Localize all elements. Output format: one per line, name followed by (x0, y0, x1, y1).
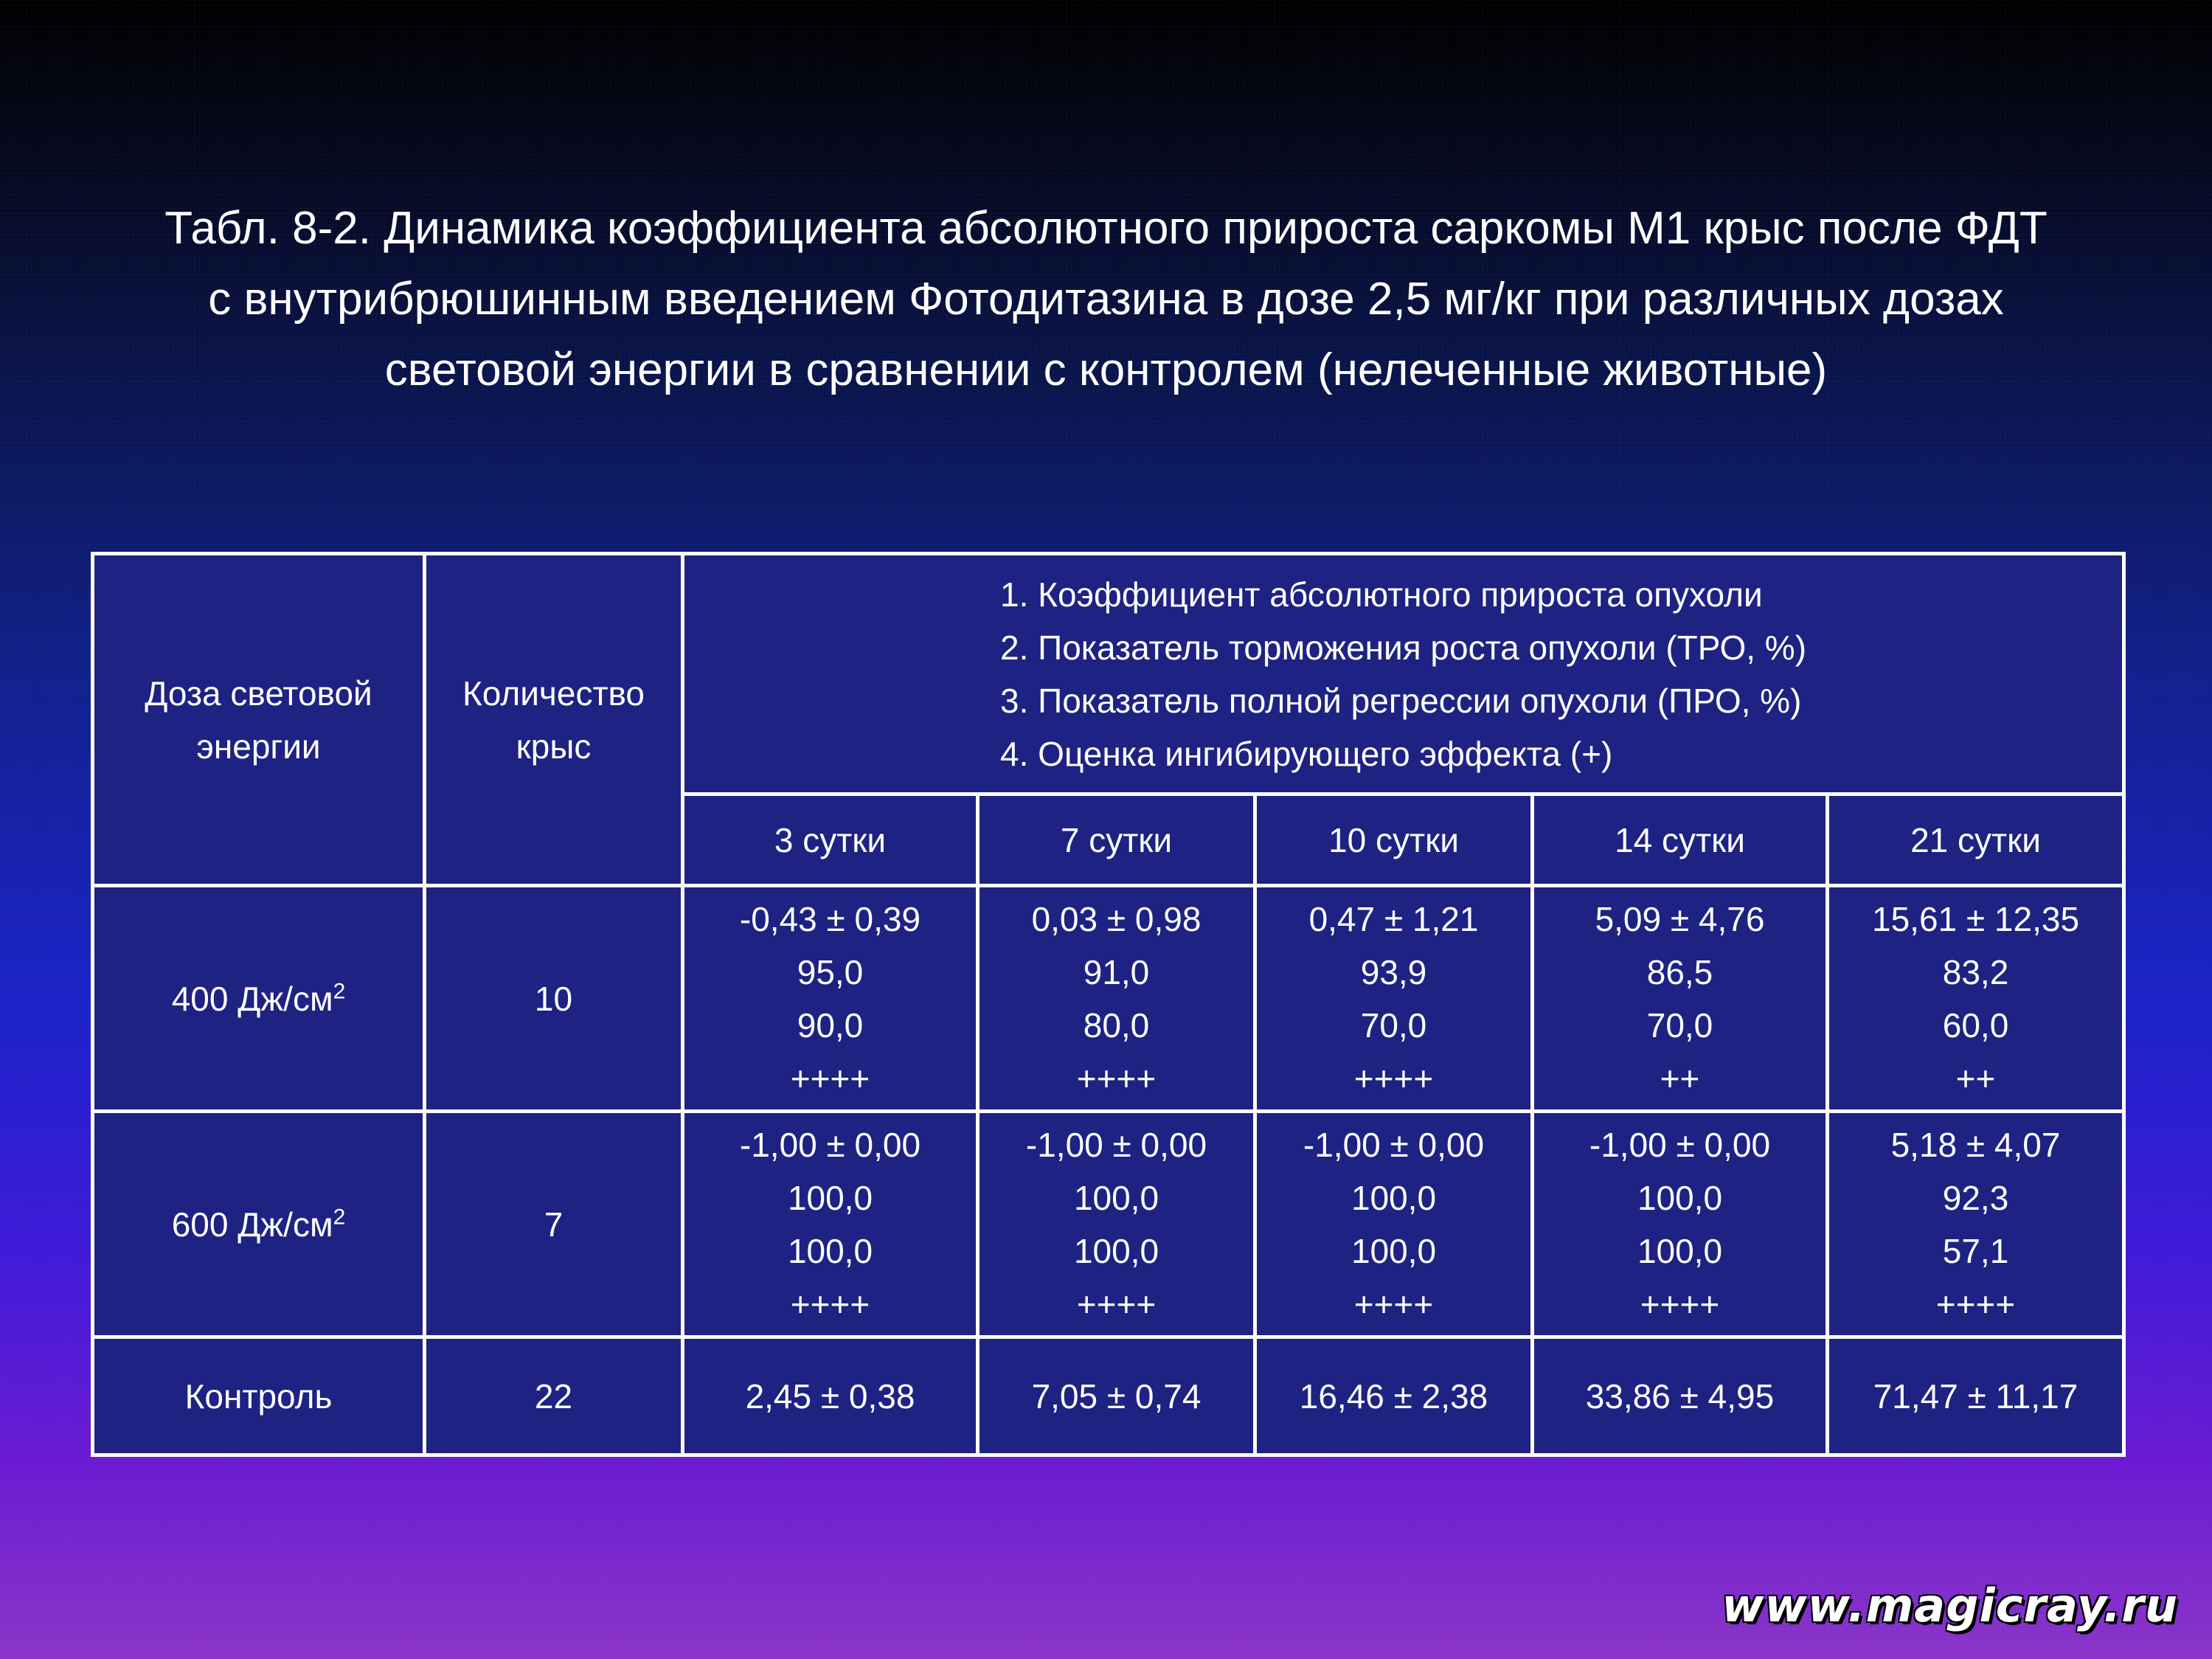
effect-rating: ++++ (1076, 1284, 1157, 1323)
indicator-1: 1. Коэффициент абсолютного прироста опухоли (1000, 575, 1763, 614)
coefficient-value: -1,00 ± 0,00 (739, 1125, 921, 1164)
day-header-10: 10 сутки (1255, 794, 1533, 886)
control-value-cell: 7,05 ± 0,74 (978, 1337, 1255, 1455)
effect-rating: ++++ (1353, 1059, 1434, 1098)
tro-value: 100,0 (787, 1178, 873, 1217)
value-cell (683, 1112, 978, 1337)
count-cell: 10 (425, 886, 683, 1112)
table-row (93, 1112, 2124, 1337)
day-header-7: 7 сутки (978, 794, 1255, 886)
control-value-cell: 71,47 ± 11,17 (1828, 1337, 2124, 1455)
effect-rating: ++ (1955, 1059, 1996, 1098)
pro-value: 70,0 (1360, 1005, 1427, 1045)
control-label-cell: Контроль (93, 1337, 425, 1455)
count-header-line-2: крыс (516, 727, 592, 766)
indicator-3: 3. Показатель полной регрессии опухоли (ПРО, %) (1000, 681, 1802, 720)
dose-header-cell (93, 554, 425, 886)
pro-value: 60,0 (1942, 1005, 2009, 1045)
indicators-list (1000, 568, 1806, 780)
coefficient-value: -1,00 ± 0,00 (1589, 1125, 1771, 1164)
tro-value: 92,3 (1942, 1178, 2009, 1217)
coefficient-value: 5,18 ± 4,07 (1890, 1125, 2061, 1164)
day-header-14: 14 сутки (1533, 794, 1828, 886)
pro-value: 100,0 (1351, 1231, 1437, 1270)
pro-value: 100,0 (1637, 1231, 1723, 1270)
dose-header-line-1: Доза световой (145, 673, 372, 713)
value-cell (1828, 1112, 2124, 1337)
coefficient-value: 0,47 ± 1,21 (1308, 899, 1479, 938)
tro-value: 100,0 (1073, 1178, 1159, 1217)
dose-superscript: 2 (333, 1205, 346, 1230)
dose-header-line-2: энергии (196, 727, 321, 766)
title-line-1: Табл. 8-2. Динамика коэффициента абсолютного прироста саркомы М1 крыс после ФДТ (164, 203, 2048, 254)
coefficient-value: 0,03 ± 0,98 (1031, 899, 1202, 938)
tro-value: 100,0 (1637, 1178, 1723, 1217)
tro-value: 86,5 (1646, 952, 1713, 991)
tro-value: 93,9 (1360, 952, 1427, 991)
value-cell (1255, 1112, 1533, 1337)
day-header-21: 21 сутки (1828, 794, 2124, 886)
day-header-3: 3 сутки (683, 794, 978, 886)
value-cell (1828, 886, 2124, 1112)
coefficient-value: -1,00 ± 0,00 (1303, 1125, 1485, 1164)
count-header-line-1: Количество (462, 673, 645, 713)
header-row (93, 554, 2124, 794)
value-cell (978, 1112, 1255, 1337)
pro-value: 80,0 (1083, 1005, 1150, 1045)
value-cell (1533, 1112, 1828, 1337)
slide-title (44, 193, 2168, 406)
dose-cell (93, 886, 425, 1112)
tro-value: 83,2 (1942, 952, 2009, 991)
pro-value: 100,0 (787, 1231, 873, 1270)
pro-value: 90,0 (797, 1005, 864, 1045)
results-table (91, 552, 2126, 1457)
pro-value: 57,1 (1942, 1231, 2009, 1270)
coefficient-value: 15,61 ± 12,35 (1872, 899, 2080, 938)
effect-rating: ++++ (1076, 1059, 1157, 1098)
table-row (93, 886, 2124, 1112)
title-line-3: световой энергии в сравнении с контролем (нелеченные животные) (384, 344, 1828, 395)
effect-rating: ++++ (1640, 1284, 1720, 1323)
dose-value: 400 Дж/см (171, 979, 333, 1018)
dose-superscript: 2 (333, 979, 346, 1004)
effect-rating: ++++ (1353, 1284, 1434, 1323)
value-cell (1533, 886, 1828, 1112)
count-header-cell (425, 554, 683, 886)
effect-rating: ++++ (790, 1284, 870, 1323)
effect-rating: ++ (1660, 1059, 1700, 1098)
control-value-cell: 16,46 ± 2,38 (1255, 1337, 1533, 1455)
value-cell (683, 886, 978, 1112)
coefficient-value: -0,43 ± 0,39 (739, 899, 921, 938)
effect-rating: ++++ (790, 1059, 870, 1098)
website-watermark: www.magicray.ru (1722, 1579, 2178, 1632)
control-row (93, 1337, 2124, 1455)
tro-value: 91,0 (1083, 952, 1150, 991)
control-value-cell: 33,86 ± 4,95 (1533, 1337, 1828, 1455)
value-cell (1255, 886, 1533, 1112)
title-line-2: с внутрибрюшинным введением Фотодитазина в дозе 2,5 мг/кг при различных дозах (208, 274, 2004, 325)
pro-value: 70,0 (1646, 1005, 1713, 1045)
effect-rating: ++++ (1935, 1284, 2016, 1323)
dose-cell (93, 1112, 425, 1337)
count-cell: 7 (425, 1112, 683, 1337)
tro-value: 95,0 (797, 952, 864, 991)
control-count-cell: 22 (425, 1337, 683, 1455)
indicator-4: 4. Оценка ингибирующего эффекта (+) (1000, 734, 1613, 773)
coefficient-value: -1,00 ± 0,00 (1025, 1125, 1207, 1164)
control-value-cell: 2,45 ± 0,38 (683, 1337, 978, 1455)
pro-value: 100,0 (1073, 1231, 1159, 1270)
dose-value: 600 Дж/см (171, 1205, 333, 1244)
indicator-2: 2. Показатель торможения роста опухоли (ТРО, %) (1000, 628, 1807, 667)
value-cell (978, 886, 1255, 1112)
coefficient-value: 5,09 ± 4,76 (1595, 899, 1765, 938)
tro-value: 100,0 (1351, 1178, 1437, 1217)
indicators-header-cell (683, 554, 2124, 794)
